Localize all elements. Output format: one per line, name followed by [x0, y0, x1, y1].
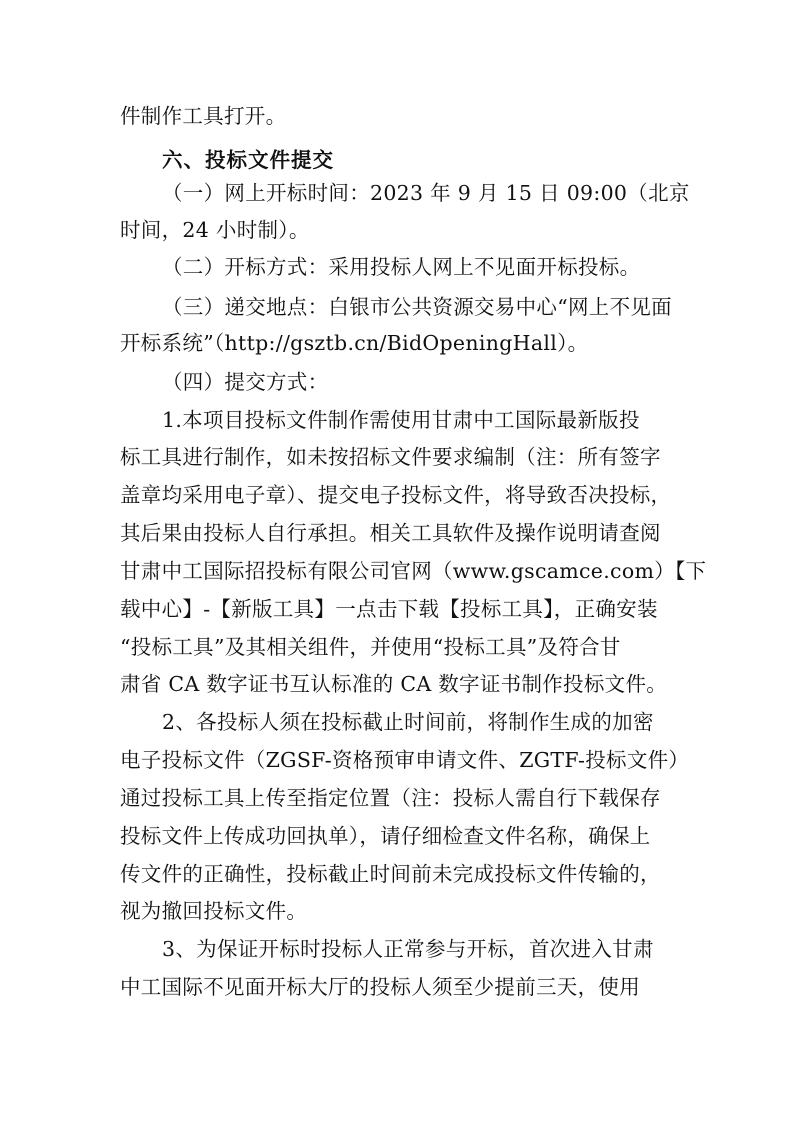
- paragraph-line: （一）网上开标时间：2023 年 9 月 15 日 09:00（北京: [162, 181, 690, 205]
- paragraph-line: 其后果由投标人自行承担。相关工具软件及操作说明请查阅: [120, 521, 661, 545]
- paragraph-line: 肃省 CA 数字证书互认标准的 CA 数字证书制作投标文件。: [120, 672, 668, 696]
- paragraph-line: 件制作工具打开。: [120, 104, 287, 128]
- paragraph-line: （四）提交方式：: [162, 370, 329, 394]
- paragraph-line: 电子投标文件（ZGSF-资格预审申请文件、ZGTF-投标文件）: [120, 748, 690, 772]
- paragraph-line: 3、为保证开标时投标人正常参与开标，首次进入甘肃: [162, 937, 654, 961]
- paragraph-line: 甘肃中工国际招投标有限公司官网（www.gscamce.com）【下: [120, 559, 707, 583]
- paragraph-line: 视为撤回投标文件。: [120, 899, 308, 923]
- paragraph-line: 通过投标工具上传至指定位置（注：投标人需自行下载保存: [120, 786, 661, 810]
- paragraph-line: （三）递交地点：白银市公共资源交易中心“网上不见面: [162, 295, 672, 319]
- paragraph-line: 2、各投标人须在投标截止时间前，将制作生成的加密: [162, 710, 654, 734]
- paragraph-line: 开标系统”（http://gsztb.cn/BidOpeningHall）。: [120, 331, 589, 355]
- paragraph-line: 盖章均采用电子章）、提交电子投标文件，将导致否决投标，: [120, 483, 672, 507]
- paragraph-line: 1.本项目投标文件制作需使用甘肃中工国际最新版投: [162, 408, 640, 432]
- paragraph-line: 中工国际不见面开标大厅的投标人须至少提前三天，使用: [120, 975, 640, 999]
- paragraph-line: 传文件的正确性，投标截止时间前未完成投标文件传输的，: [120, 862, 661, 886]
- section-heading: 六、投标文件提交: [162, 148, 334, 172]
- paragraph-line: “投标工具”及其相关组件，并使用“投标工具”及符合甘: [120, 635, 621, 659]
- paragraph-line: （二）开标方式：采用投标人网上不见面开标投标。: [162, 255, 641, 279]
- paragraph-line: 标工具进行制作，如未按招标文件要求编制（注：所有签字: [120, 445, 661, 469]
- paragraph-line: 时间，24 小时制）。: [120, 218, 310, 242]
- paragraph-line: 投标文件上传成功回执单），请仔细检查文件名称，确保上: [120, 824, 651, 848]
- paragraph-line: 载中心】-【新版工具】一点击下载【投标工具】，正确安装: [120, 597, 658, 621]
